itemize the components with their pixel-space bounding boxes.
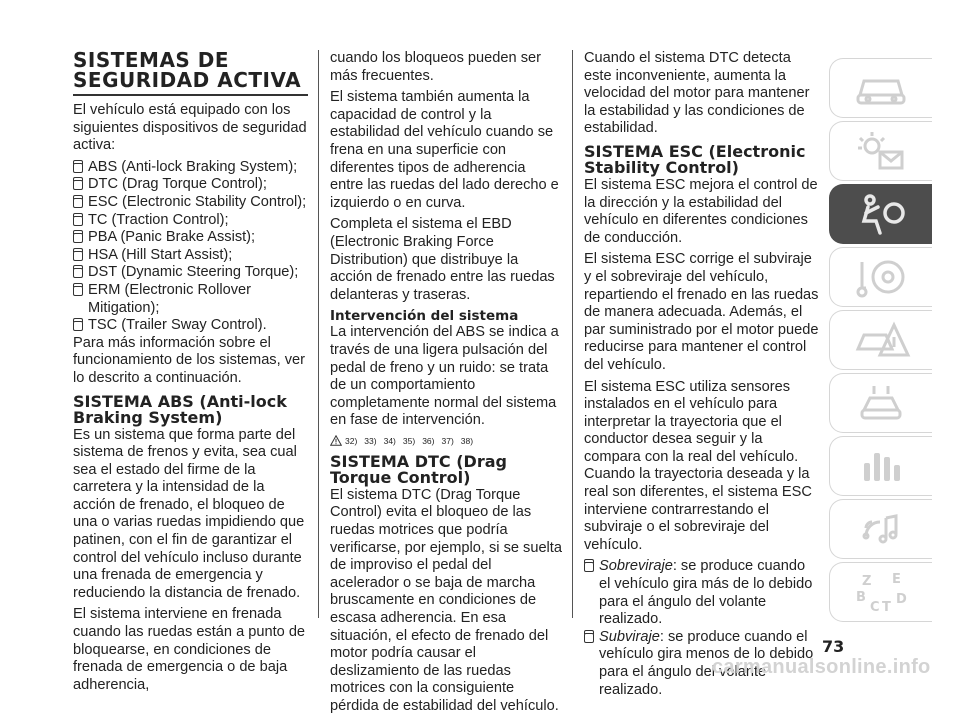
index-letter: E xyxy=(892,572,901,587)
column-divider xyxy=(318,50,319,618)
column-divider xyxy=(572,50,573,618)
section-title: SISTEMAS DE SEGURIDAD ACTIVA xyxy=(73,48,302,92)
steering-key-icon xyxy=(850,254,912,300)
dtc-continued-paragraph: Cuando el sistema DTC detecta este inconveniente, aumenta la velocidad del motor para mantener la estabilidad y las condiciones de estabilidad. xyxy=(584,50,810,137)
dtc-paragraph: El sistema DTC (Drag Torque Control) evita el bloqueo de las ruedas motrices que podría verificarse, por ejemplo, si se suelta de improviso el pedal del acelerador o se baja de marcha bruscamente en condiciones de escasa adherencia. En esa situación, el efecto de frenado del motor podría causar el deslizamiento de las ruedas motrices con la consiguiente pérdida de estabilidad del vehículo. xyxy=(330,486,562,714)
tab-lights[interactable] xyxy=(829,121,932,181)
column-3 xyxy=(584,50,819,699)
reference-number: 32) xyxy=(345,435,358,446)
index-letter: B xyxy=(856,590,866,605)
checkbox-bullet-icon xyxy=(73,180,83,190)
section-title-wrapper xyxy=(73,50,308,96)
dtc-heading: SISTEMA DTC (Drag Torque Control) xyxy=(330,451,507,488)
definition-term: Subviraje xyxy=(599,628,660,645)
tab-maintenance[interactable] xyxy=(829,373,932,433)
list-item: DTC (Drag Torque Control); xyxy=(73,176,308,194)
checkbox-bullet-icon xyxy=(73,321,83,331)
intro-paragraph: El vehículo está equipado con los siguientes dispositivos de seguridad activa: xyxy=(73,102,307,154)
abs-paragraph-1: Es un sistema que forma parte del sistema de frenos y evita, sea cual sea el estado del firme de la carretera y la intensidad de la acción de frenado, el bloqueo de una o varias ruedas impidiendo que patinen, con el fin de garantizar el control del vehículo incluso durante una frenada de emergencia y reduciendo la distancia de frenado. xyxy=(73,426,305,601)
checkbox-bullet-icon xyxy=(73,198,83,208)
column-2 xyxy=(330,50,562,720)
abs-heading: SISTEMA ABS (Anti-lock Braking System) xyxy=(73,391,287,427)
list-item: TC (Traction Control); xyxy=(73,212,308,230)
index-letter: C xyxy=(870,600,880,615)
checkbox-bullet-icon xyxy=(584,633,594,643)
tab-emergency[interactable] xyxy=(829,310,932,370)
chapter-tabs xyxy=(829,58,932,625)
esc-paragraph-1: El sistema ESC mejora el control de la dirección y la estabilidad del vehículo en diferentes condiciones de conducción. xyxy=(584,176,818,246)
tab-index[interactable] xyxy=(829,562,932,622)
abs-continued-paragraph: cuando los bloqueos pueden ser más frecuentes. xyxy=(330,50,541,84)
esc-heading: SISTEMA ESC (Electronic Stability Control) xyxy=(584,141,806,178)
warning-triangle-icon xyxy=(330,435,342,446)
abs-stability-paragraph: El sistema también aumenta la capacidad de control y la estabilidad del vehículo cuando se frena en una superficie con diferentes tipos de adherencia entre las ruedas del lado derecho e izquierdo o en curva. xyxy=(330,89,559,211)
list-item: PBA (Panic Brake Assist); xyxy=(73,229,308,247)
reference-number: 36) xyxy=(422,435,435,446)
tab-technical-data[interactable] xyxy=(829,436,932,496)
list-item: HSA (Hill Start Assist); xyxy=(73,247,308,265)
tab-multimedia[interactable] xyxy=(829,499,932,559)
multimedia-icon xyxy=(850,506,912,552)
definition-text: : se produce cuando el vehículo gira más de lo debido para el ángulo del volante realizado. xyxy=(599,558,813,628)
warning-breakdown-icon xyxy=(850,317,912,363)
reference-number: 34) xyxy=(383,435,396,446)
tab-safety[interactable] xyxy=(829,184,932,244)
airbag-seat-icon xyxy=(850,191,912,237)
page-number: 73 xyxy=(822,637,845,656)
lights-messages-icon xyxy=(850,128,912,174)
intervention-heading: Intervención del sistema xyxy=(330,308,519,325)
ebd-paragraph: Completa el sistema el EBD (Electronic Braking Force Distribution) que distribuye la acción de frenado entre las ruedas delanteras y traseras. xyxy=(330,216,555,303)
column-1 xyxy=(73,50,308,698)
checkbox-bullet-icon xyxy=(73,286,83,296)
checkbox-bullet-icon xyxy=(73,251,83,261)
list-item: ERM (Electronic Rollover Mitigation); xyxy=(73,282,308,317)
maintenance-icon xyxy=(850,380,912,426)
list-item: ABS (Anti-lock Braking System); xyxy=(73,159,308,177)
definition-item xyxy=(584,558,819,628)
reference-number: 38) xyxy=(460,435,474,446)
technical-data-icon xyxy=(850,443,912,489)
index-letters-icon xyxy=(850,569,912,615)
index-letter: Z xyxy=(862,574,872,589)
definition-text: : se produce cuando el vehículo gira menos de lo debido para el ángulo del volante realizado. xyxy=(599,628,814,698)
list-item: ESC (Electronic Stability Control); xyxy=(73,194,308,212)
abs-paragraph-2: El sistema interviene en frenada cuando las ruedas están a punto de bloquearse, en condiciones de frenada de emergencia o de baja adherencia, xyxy=(73,606,306,693)
tab-starting-driving[interactable] xyxy=(829,247,932,307)
checkbox-bullet-icon xyxy=(584,562,594,572)
definition-term: Sobreviraje xyxy=(599,558,673,575)
esc-paragraph-3: El sistema ESC utiliza sensores instalados en el vehículo para interpretar la trayectoria que el conductor desea seguir y la compara con la real del vehículo. Cuando la trayectoria deseada y la real son diferentes, el sistema ESC interviene contrarrestando el subviraje o el sobreviraje del vehículo. xyxy=(584,378,812,553)
list-item: TSC (Trailer Sway Control). xyxy=(73,317,308,335)
checkbox-bullet-icon xyxy=(73,216,83,226)
checkbox-bullet-icon xyxy=(73,268,83,278)
index-letter: D xyxy=(896,592,907,607)
warning-references xyxy=(330,434,562,448)
reference-number: 35) xyxy=(402,435,416,446)
intervention-paragraph: La intervención del ABS se indica a través de una ligera pulsación del pedal de freno y un ruido: se trata de un comportamiento completamente normal del sistema en fase de intervención. xyxy=(330,324,559,429)
list-item: DST (Dynamic Steering Torque); xyxy=(73,264,308,282)
systems-list xyxy=(73,159,308,335)
tab-dashboard[interactable] xyxy=(829,58,932,118)
index-letter: T xyxy=(882,600,891,615)
checkbox-bullet-icon xyxy=(73,163,83,173)
car-dashboard-icon xyxy=(850,65,912,111)
checkbox-bullet-icon xyxy=(73,233,83,243)
watermark: carmanualsonline.info xyxy=(712,656,931,678)
reference-number: 33) xyxy=(364,435,377,446)
outro-paragraph: Para más información sobre el funcionamiento de los sistemas, ver lo descrito a continuación. xyxy=(73,334,305,386)
reference-number: 37) xyxy=(441,435,454,446)
esc-paragraph-2: El sistema ESC corrige el subviraje y el sobreviraje del vehículo, repartiendo el frenado en las ruedas de manera adecuada. Además, el par suministrado por el motor puede reducirse para mantener el control del vehículo. xyxy=(584,251,819,373)
